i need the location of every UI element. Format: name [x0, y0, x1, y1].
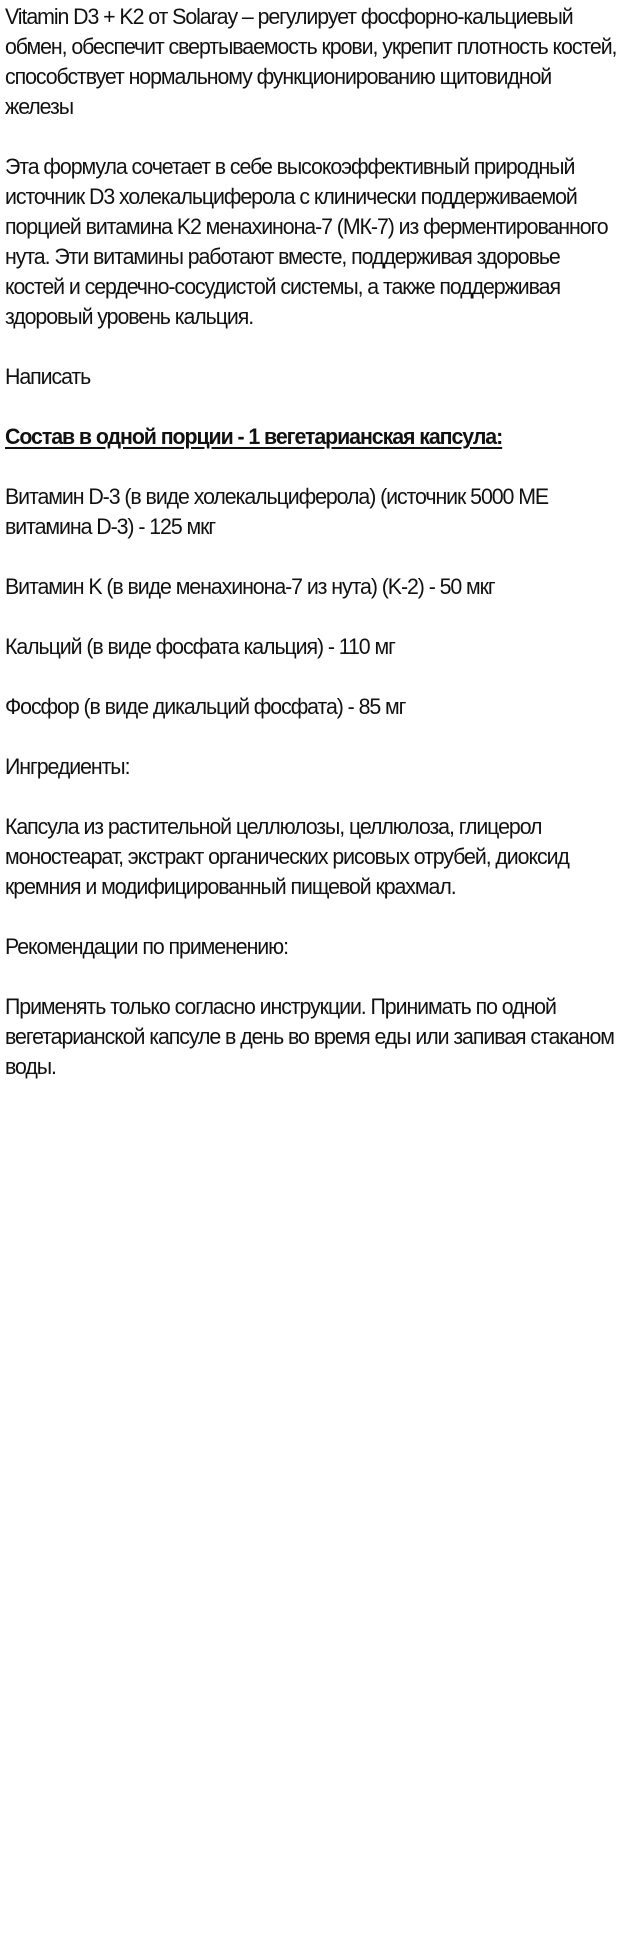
composition-item-phosphorus: Фосфор (в виде дикальций фосфата) - 85 мг — [5, 694, 406, 719]
usage-label: Рекомендации по применению: — [5, 934, 288, 959]
composition-item-vitamin-d3: Витамин D-3 (в виде холекальциферола) (источник 5000 МЕ витамина D-3) - 125 мкг — [5, 484, 549, 539]
product-description — [5, 2, 618, 1112]
ingredients-label: Ингредиенты: — [5, 754, 130, 779]
intro-paragraph: Vitamin D3 + K2 от Solaray – регулирует фосфорно-кальциевый обмен, обеспечит свертываемость крови, укрепит плотность костей, способствует нормальному функционированию щитовидной железы — [5, 4, 617, 119]
usage-text: Применять только согласно инструкции. Принимать по одной вегетарианской капсуле в день во время еды или запивая стаканом воды. — [5, 994, 614, 1079]
composition-heading: Состав в одной порции - 1 вегетарианская капсула: — [5, 424, 503, 449]
composition-item-calcium: Кальций (в виде фосфата кальция) - 110 мг — [5, 634, 395, 659]
composition-item-vitamin-k2: Витамин K (в виде менахинона-7 из нута) (K-2) - 50 мкг — [5, 574, 495, 599]
ingredients-text: Капсула из растительной целлюлозы, целлюлоза, глицерол моностеарат, экстракт органических рисовых отрубей, диоксид кремния и модифицированный пищевой крахмал. — [5, 814, 569, 899]
formula-paragraph: Эта формула сочетает в себе высокоэффективный природный источник D3 холекальциферола с клинически поддерживаемой порцией витамина K2 менахинона-7 (МК-7) из ферментированного нута. Эти витамины работают вместе, поддерживая здоровье костей и сердечно-сосудистой системы, а также поддерживая здоровый уровень кальция. — [5, 154, 608, 329]
write-link[interactable]: Написать — [5, 364, 91, 389]
